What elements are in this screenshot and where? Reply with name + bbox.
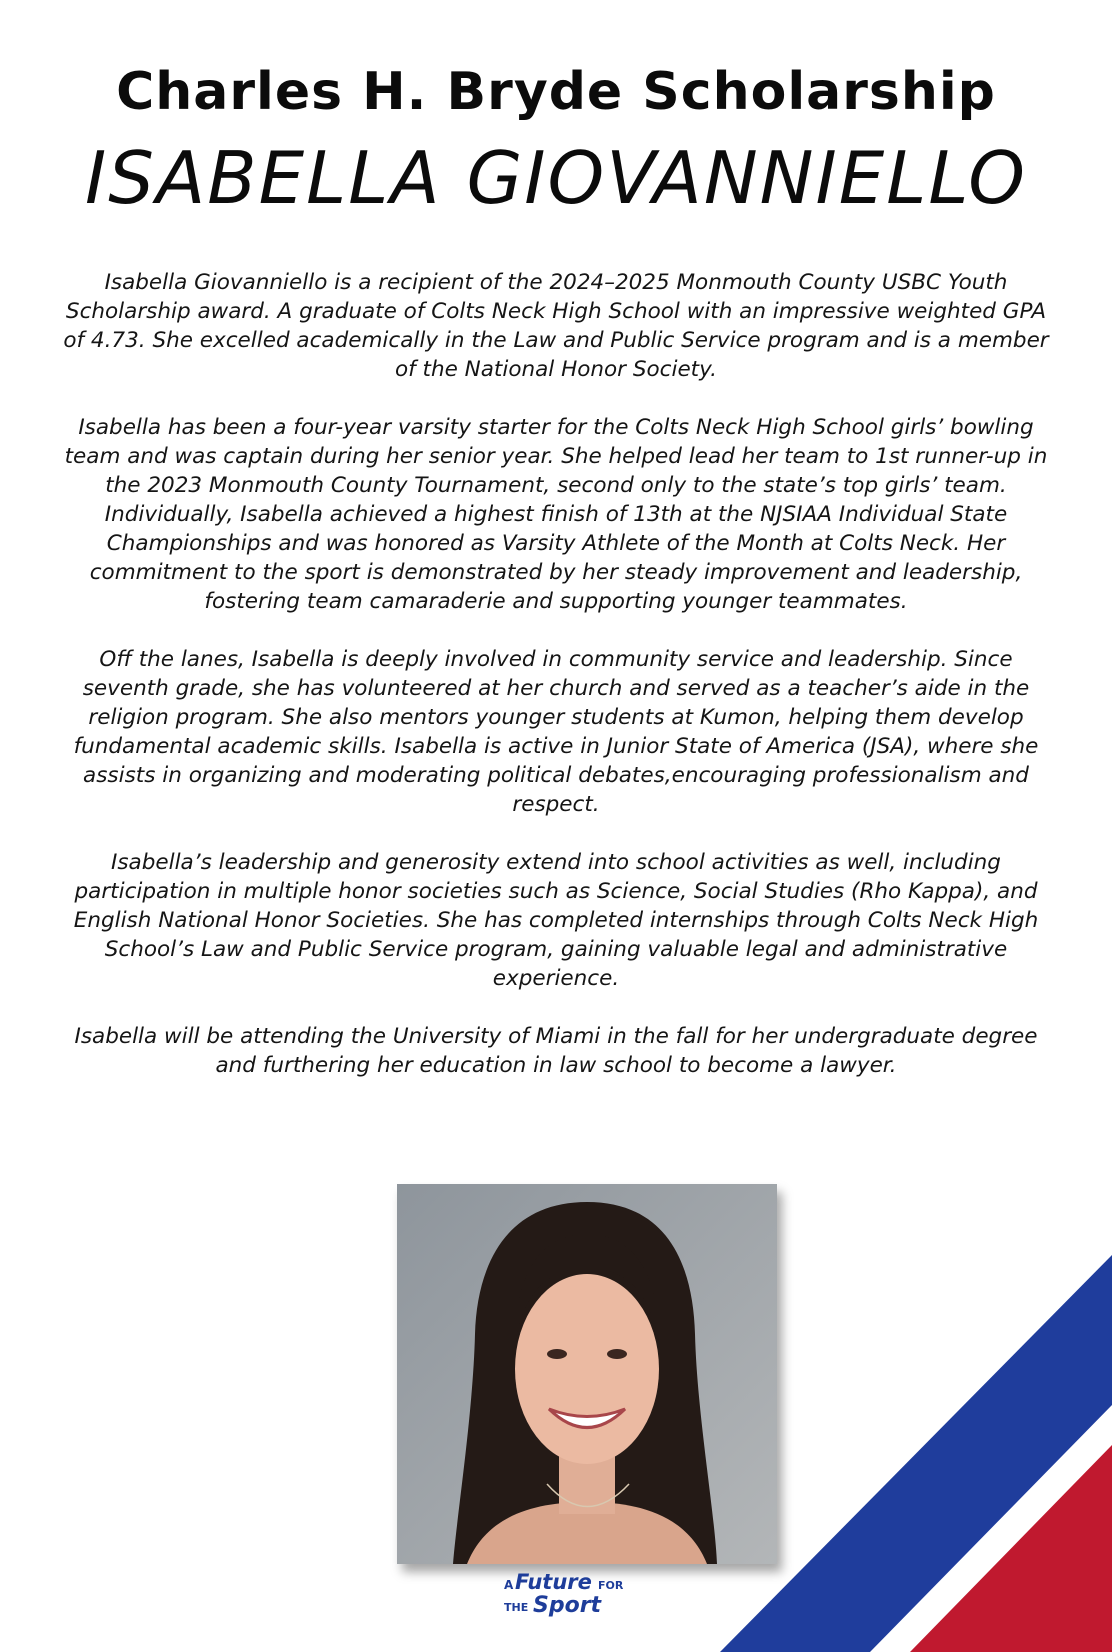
bio-paragraph: Isabella will be attending the University of Miami in the fall for her undergraduate degree and furthering her education in law school to become a lawyer. bbox=[74, 1024, 1038, 1078]
logo-a: A bbox=[504, 1578, 514, 1592]
bio-paragraph: Isabella Giovanniello is a recipient of the 2024–2025 Monmouth County USBC Youth Scholarship award. A graduate of Colts Neck High School with an impressive weighted GPA of 4.73. She excelled academically in the Law and Public Service program and is a member of the National Honor Society. bbox=[63, 270, 1049, 382]
portrait-face bbox=[515, 1274, 659, 1464]
bio-paragraph: Off the lanes, Isabella is deeply involved in community service and leadership. Since seventh grade, she has volunteered at her church and served as a teacher’s aide in the religion program. She also mentors younger students at Kumon, helping them develop fundamental academic skills. Isabella is active in Junior State of America (JSA), where she assists in organizing and moderating political debates,encouraging professionalism and respect. bbox=[73, 647, 1039, 817]
bio-paragraph: Isabella’s leadership and generosity extend into school activities as well, including participation in multiple honor societies such as Science, Social Studies (Rho Kappa), and English National Honor Societies. She has completed internships through Colts Neck High School’s Law and Public Service program, gaining valuable legal and administrative experience. bbox=[73, 850, 1039, 991]
recipient-portrait bbox=[397, 1184, 777, 1564]
logo-future: Future bbox=[515, 1570, 592, 1594]
scholarship-title: Charles H. Bryde Scholarship bbox=[116, 62, 996, 122]
portrait-left-eye bbox=[547, 1349, 567, 1359]
biography bbox=[60, 268, 1052, 1109]
portrait-right-eye bbox=[607, 1349, 627, 1359]
future-for-the-sport-logo bbox=[500, 1565, 640, 1617]
logo-sport: Sport bbox=[533, 1593, 602, 1617]
bio-paragraph: Isabella has been a four-year varsity starter for the Colts Neck High School girls’ bowling team and was captain during her senior year. She helped lead her team to 1st runner-up in the 2023 Monmouth County Tournament, second only to the state’s top girls’ team. Individually, Isabella achieved a highest finish of 13th at the NJSIAA Individual State Championships and was honored as Varsity Athlete of the Month at Colts Neck. Her commitment to the sport is demonstrated by her steady improvement and leadership, fostering team camaraderie and supporting younger teammates. bbox=[64, 415, 1048, 614]
logo-the: THE bbox=[504, 1601, 529, 1614]
logo-for: FOR bbox=[598, 1579, 624, 1592]
recipient-name: ISABELLA GIOVANNIELLO bbox=[85, 136, 1027, 220]
